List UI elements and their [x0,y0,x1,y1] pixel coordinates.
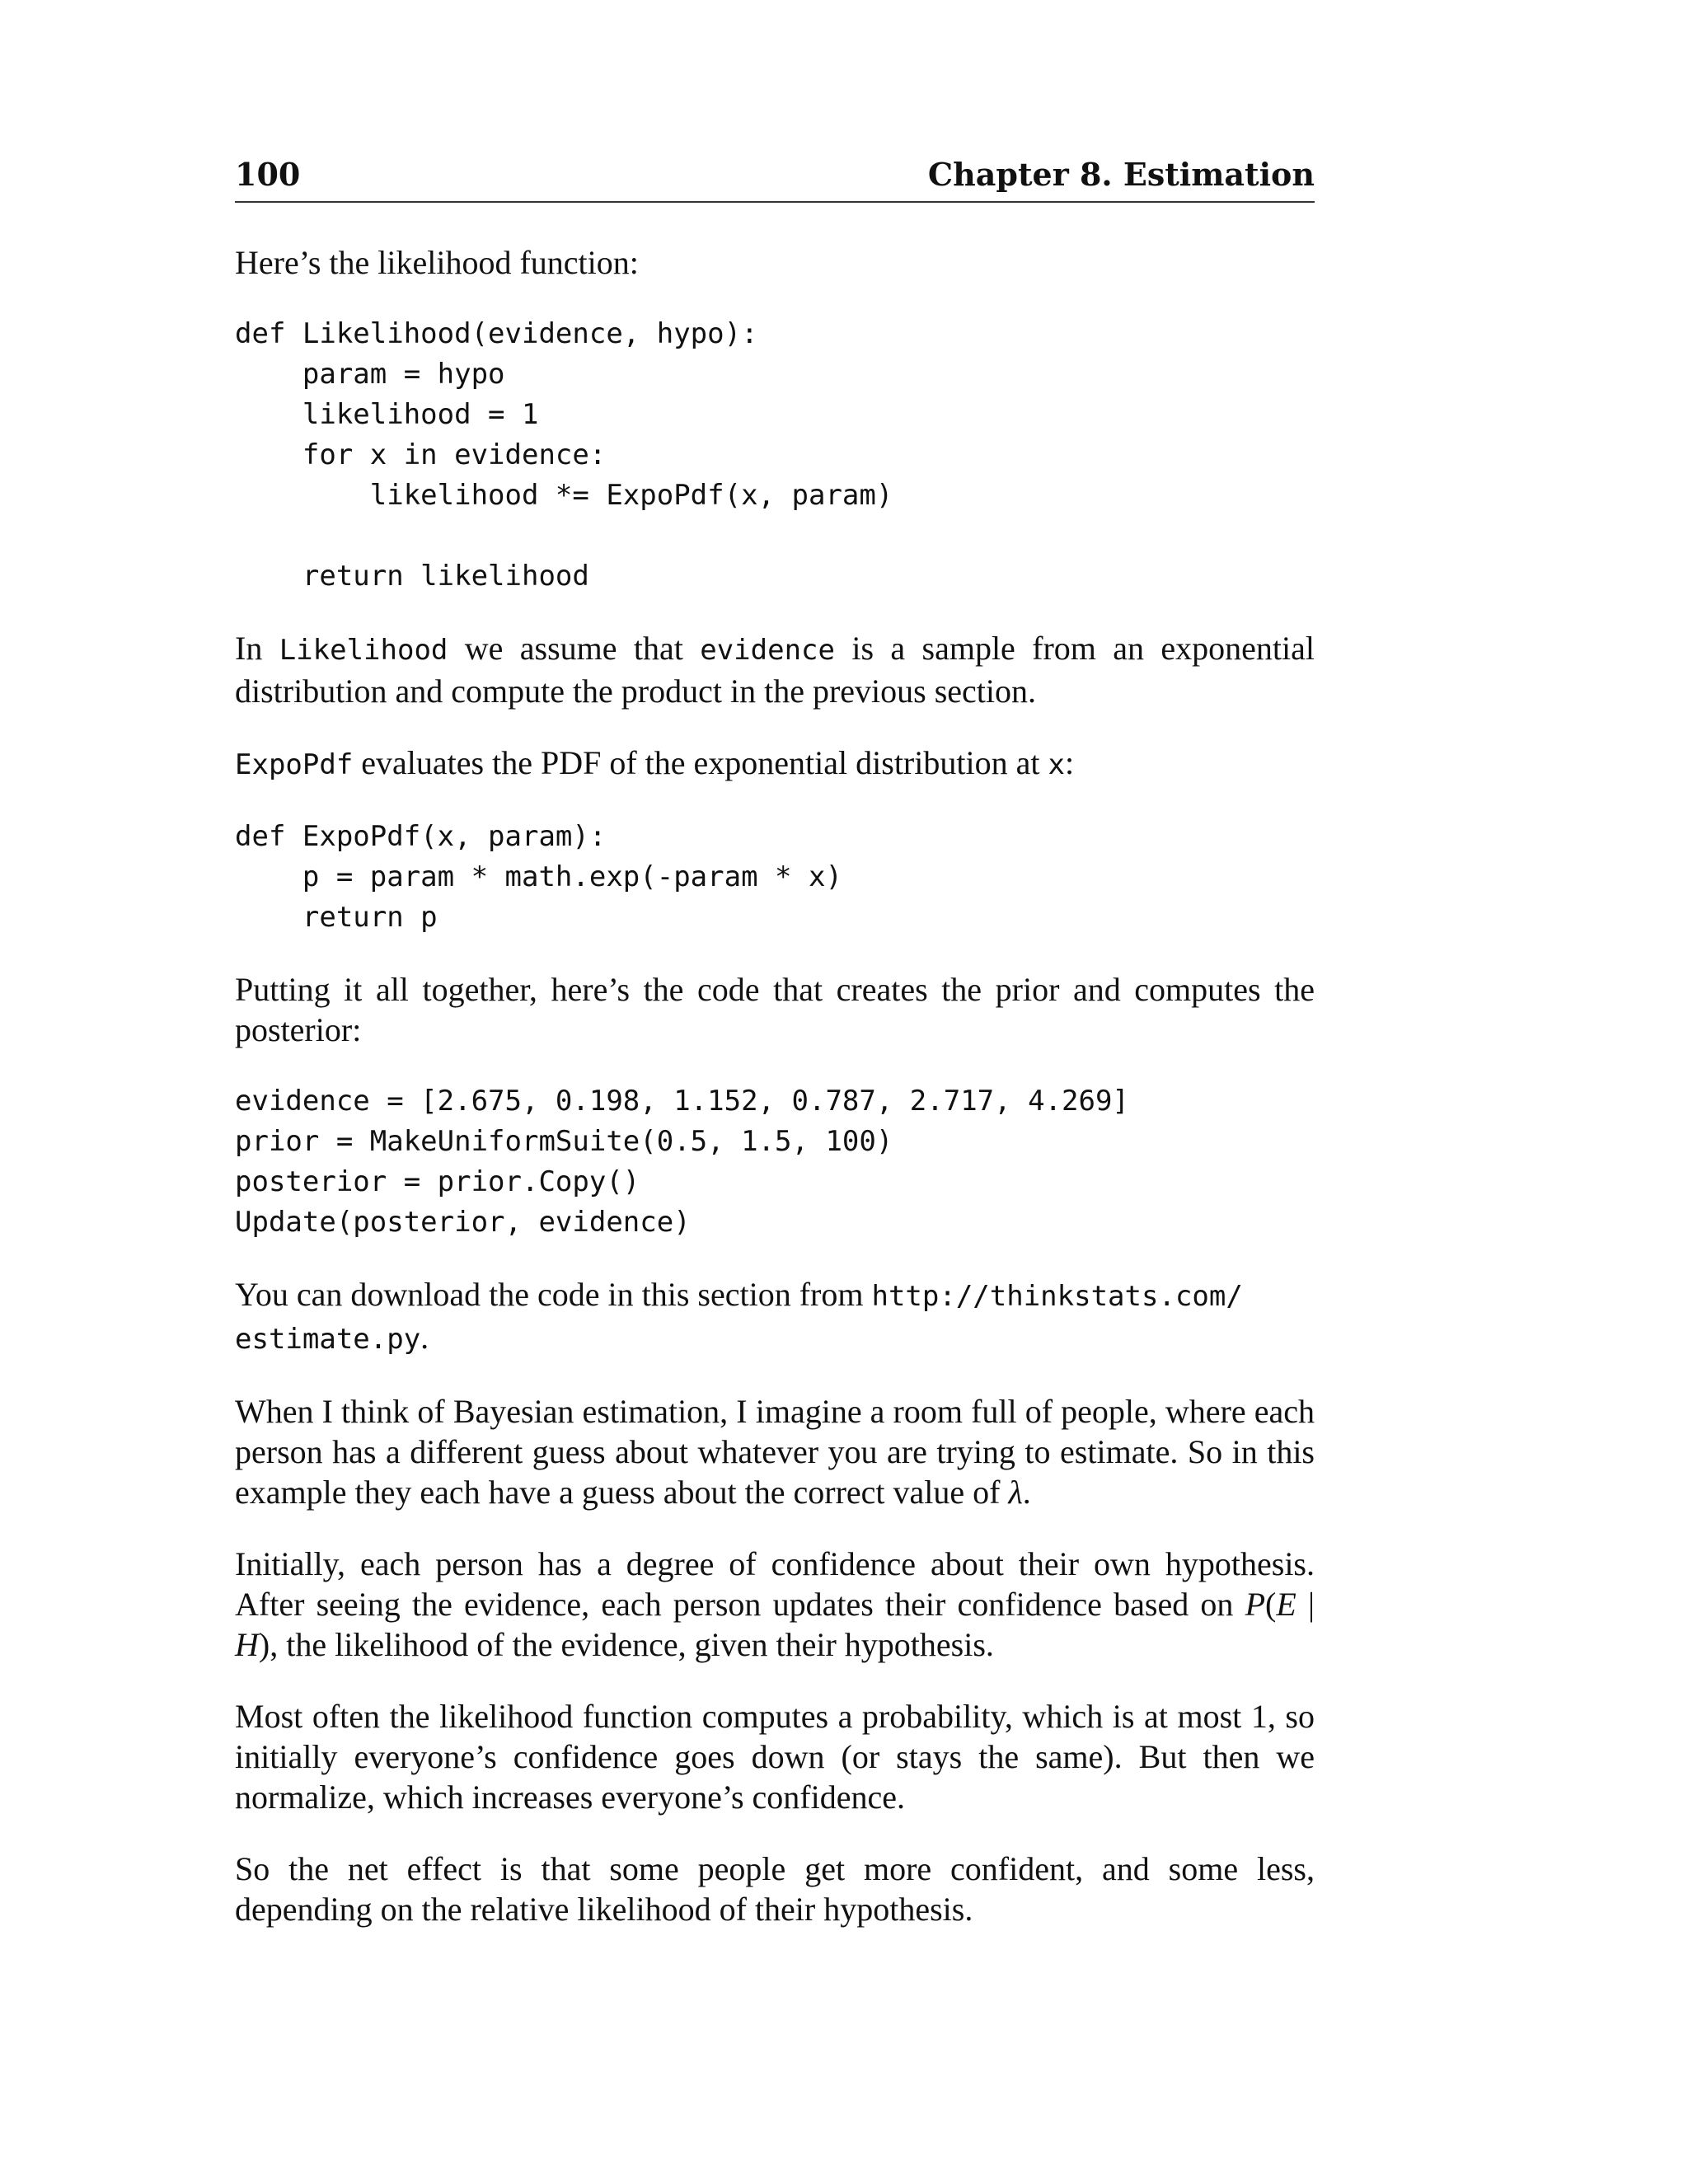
text-run: . [420,1319,429,1356]
inline-code: evidence [700,634,835,667]
bayes-paragraph [235,1391,1315,1512]
book-page [235,153,1315,1961]
code-line: prior = MakeUniformSuite(0.5, 1.5, 100) [235,1125,893,1158]
math-symbol: E [1276,1586,1296,1623]
net-effect-paragraph: So the net effect is that some people get more confident, and some less, depending on the relative likelihood of their hypothesis. [235,1850,1315,1928]
initially-paragraph [235,1544,1315,1665]
code-line: param = hypo [235,358,505,391]
page-number: 100 [235,156,301,193]
most-often-paragraph: Most often the likelihood function computes a probability, which is at most 1, so initially everyone’s confidence goes down (or stays the same). But then we normalize, which increases everyone’s confidence. [235,1698,1315,1816]
lambda-symbol: λ [1008,1474,1023,1511]
page-content [235,242,1315,1929]
code-line: likelihood *= ExpoPdf(x, param) [235,479,893,512]
expopdf-explanation-paragraph [235,743,1315,785]
text-run: In [235,630,279,667]
chapter-title: Chapter 8. Estimation [927,156,1315,193]
code-line: posterior = prior.Copy() [235,1165,640,1198]
text-run: . [1022,1474,1031,1511]
text-run: : [1064,744,1075,781]
code-line: return likelihood [235,560,589,593]
math-symbol: P [1245,1586,1266,1623]
download-url[interactable]: http://thinkstats.com/ [871,1280,1243,1313]
text-run: , the likelihood of the evidence, given their hypothesis. [270,1626,994,1663]
text-run: You can download the code in this section from [235,1276,872,1313]
text-run: evaluates the PDF of the exponential distribution at [353,744,1048,781]
text-run: we assume that [448,630,701,667]
code-line: return p [235,901,438,934]
code-line: def Likelihood(evidence, hypo): [235,317,758,350]
code-line: p = param * math.exp(-param * x) [235,860,842,893]
math-symbol: ( [1265,1586,1277,1623]
code-line: Update(posterior, evidence) [235,1206,691,1239]
math-symbol: ) [258,1626,270,1663]
math-symbol: H [235,1626,259,1663]
code-line: evidence = [2.675, 0.198, 1.152, 0.787, 2.717, 4.269] [235,1085,1129,1118]
code-line: likelihood = 1 [235,398,539,431]
inline-code: ExpoPdf [235,748,354,781]
together-paragraph: Putting it all together, here’s the code that creates the prior and computes the posterior: [235,971,1315,1048]
inline-code: x [1048,748,1065,781]
code-line: for x in evidence: [235,438,607,471]
likelihood-explanation-paragraph [235,628,1315,711]
math-symbol: | [1296,1586,1315,1623]
download-url-filename[interactable]: estimate.py [235,1323,421,1356]
code-line-blank [235,516,1315,556]
running-head [235,153,1315,203]
inline-code: Likelihood [279,634,448,667]
code-line: def ExpoPdf(x, param): [235,820,607,853]
likelihood-code-block [235,314,1315,597]
expopdf-code-block [235,817,1315,938]
text-run: is a sample from an exponential distribution and compute the product in the previous section. [235,630,1315,710]
text-run: Initially, each person has a degree of confidence about their own hypothesis. After seeing the evidence, each person updates their confidence based on [235,1545,1315,1623]
download-paragraph [235,1274,1315,1360]
text-run: When I think of Bayesian estimation, I imagine a room full of people, where each person has a different guess about whatever you are trying to estimate. So in this example they each have a guess about the correct value of [235,1393,1315,1511]
intro-paragraph: Here’s the likelihood function: [235,244,639,281]
together-code-block [235,1081,1315,1243]
